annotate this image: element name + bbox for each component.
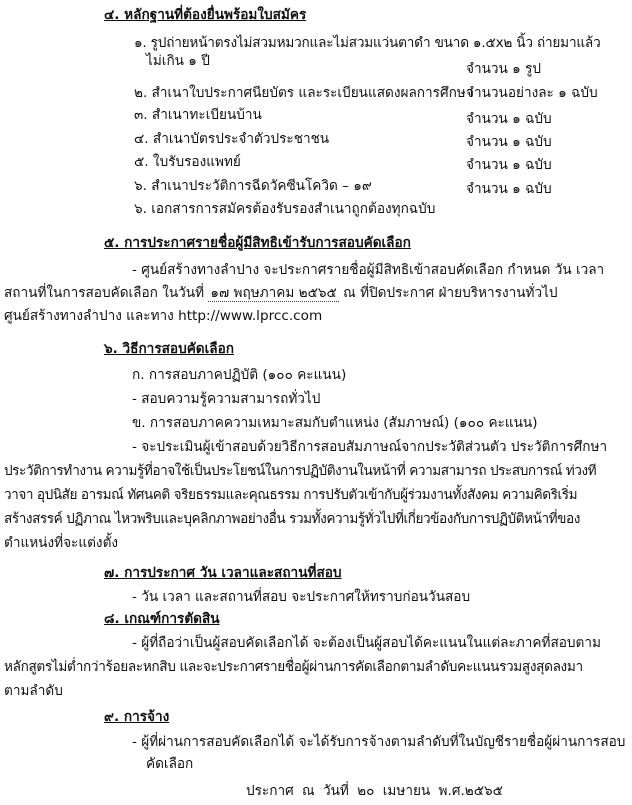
section-8-title: ๘. เกณฑ์การตัดสิน (104, 611, 220, 627)
announcement-footer: ประกาศ ณ วันที่ ๒๐ เมษายน พ.ศ.๒๕๖๕ (246, 783, 503, 799)
s6-item-a-sub: - สอบความรู้ความสามารถทั่วไป (132, 391, 321, 407)
s4-item-3-qty: จำนวน ๑ ฉบับ (466, 111, 552, 127)
announcement-date: ๑๗ พฤษภาคม ๒๕๖๕ (210, 285, 337, 301)
s9-line-1: - ผู้ที่ผ่านการสอบคัดเลือกได้ จะได้รับการจ้างตามลำดับที่ในบัญชีรายชื่อผู้ผ่านการสอบ (132, 734, 626, 750)
s9-line-2: คัดเลือก (146, 756, 194, 772)
section-5-title: ๕. การประกาศรายชื่อผู้มีสิทธิเข้ารับการสอบคัดเลือก (104, 235, 411, 251)
s4-item-4-qty: จำนวน ๑ ฉบับ (466, 134, 552, 150)
s6-para-4: สร้างสรรค์ ปฏิภาณ ไหวพริบและบุคลิกภาพอย่างอื่น รวมทั้งความรู้ทั่วไปที่เกี่ยวข้องกับการปฏิบัติหน้าที่ของ (4, 511, 580, 527)
s6-para-2: ประวัติการทำงาน ความรู้ที่อาจใช้เป็นประโยชน์ในการปฏิบัติงานในหน้าที่ ความสามารถ ประสบการณ์ ท่วงที (4, 463, 597, 479)
s6-para-5: ตำแหน่งที่จะแต่งตั้ง (4, 535, 119, 551)
s4-item-1-qty: จำนวน ๑ รูป (466, 61, 542, 77)
s6-item-b: ข. การสอบภาคความเหมาะสมกับตำแหน่ง (สัมภาษณ์) (๑๐๐ คะแนน) (132, 415, 538, 431)
s4-item-5-qty: จำนวน ๑ ฉบับ (466, 157, 552, 173)
s4-item-6: ๖. สำเนาประวัติการฉีดวัคซีนโควิด – ๑๙ (134, 178, 372, 194)
s8-line-3: ตามลำดับ (4, 683, 63, 699)
s5-line-3: ศูนย์สร้างทางลำปาง และทาง http://www.lprcc.com (4, 308, 323, 324)
s4-item-6-qty: จำนวน ๑ ฉบับ (466, 181, 552, 197)
s6-para-3: วาจา อุปนิสัย อารมณ์ ทัศนคติ จริยธรรมและคุณธรรม การปรับตัวเข้ากับผู้ร่วมงานทั้งสังคม ความคิดริเริ่ม (4, 487, 578, 503)
s4-item-1-cont: ไม่เกิน ๑ ปี (146, 53, 210, 69)
s5-line-2-pre: สถานที่ในการสอบคัดเลือก ในวันที่ (4, 285, 205, 301)
s5-line-1: - ศูนย์สร้างทางลำปาง จะประกาศรายชื่อผู้มีสิทธิเข้าสอบคัดเลือก กำหนด วัน เวลา (132, 262, 605, 278)
s8-line-1: - ผู้ที่ถือว่าเป็นผู้สอบคัดเลือกได้ จะต้องเป็นผู้สอบได้คะแนนในแต่ละภาคที่สอบตาม (132, 635, 601, 651)
section-9-title: ๙. การจ้าง (104, 709, 170, 725)
s7-line: - วัน เวลา และสถานที่สอบ จะประกาศให้ทราบก่อนวันสอบ (132, 589, 471, 605)
s6-item-a: ก. การสอบภาคปฏิบัติ (๑๐๐ คะแนน) (132, 367, 347, 383)
s6-para-1: - จะประเมินผู้เข้าสอบด้วยวิธีการสอบสัมภาษณ์จากประวัติส่วนตัว ประวัติการศึกษา (132, 439, 608, 455)
s4-item-2-qty: จำนวนอย่างละ ๑ ฉบับ (466, 85, 598, 101)
s4-item-4: ๔. สำเนาบัตรประจำตัวประชาชน (134, 131, 330, 147)
s5-line-2 (4, 284, 558, 302)
s4-item-1: ๑. รูปถ่ายหน้าตรงไม่สวมหมวกและไม่สวมแว่นตาดำ ขนาด ๑.๕x๒ นิ้ว ถ่ายมาแล้ว (134, 35, 601, 51)
s4-item-2: ๒. สำเนาใบประกาศนียบัตร และระเบียนแสดงผลการศึกษา (134, 85, 474, 101)
s4-item-7: ๖. เอกสารการสมัครต้องรับรองสำเนาถูกต้องทุกฉบับ (134, 201, 436, 217)
s4-item-3: ๓. สำเนาทะเบียนบ้าน (134, 107, 262, 123)
section-6-title: ๖. วิธีการสอบคัดเลือก (104, 341, 235, 357)
section-4-title: ๔. หลักฐานที่ต้องยื่นพร้อมใบสมัคร (104, 7, 307, 23)
section-7-title: ๗. การประกาศ วัน เวลาและสถานที่สอบ (104, 565, 342, 581)
s5-line-2-post: ณ ที่ปิดประกาศ ฝ่ายบริหารงานทั่วไป (343, 285, 558, 301)
s4-item-5: ๕. ใบรับรองแพทย์ (134, 154, 241, 170)
s8-line-2: หลักสูตรไม่ต่ำกว่าร้อยละหกสิบ และจะประกาศรายชื่อผู้ผ่านการคัดเลือกตามลำดับคะแนนรวมสูงสุดลงมา (4, 659, 583, 675)
